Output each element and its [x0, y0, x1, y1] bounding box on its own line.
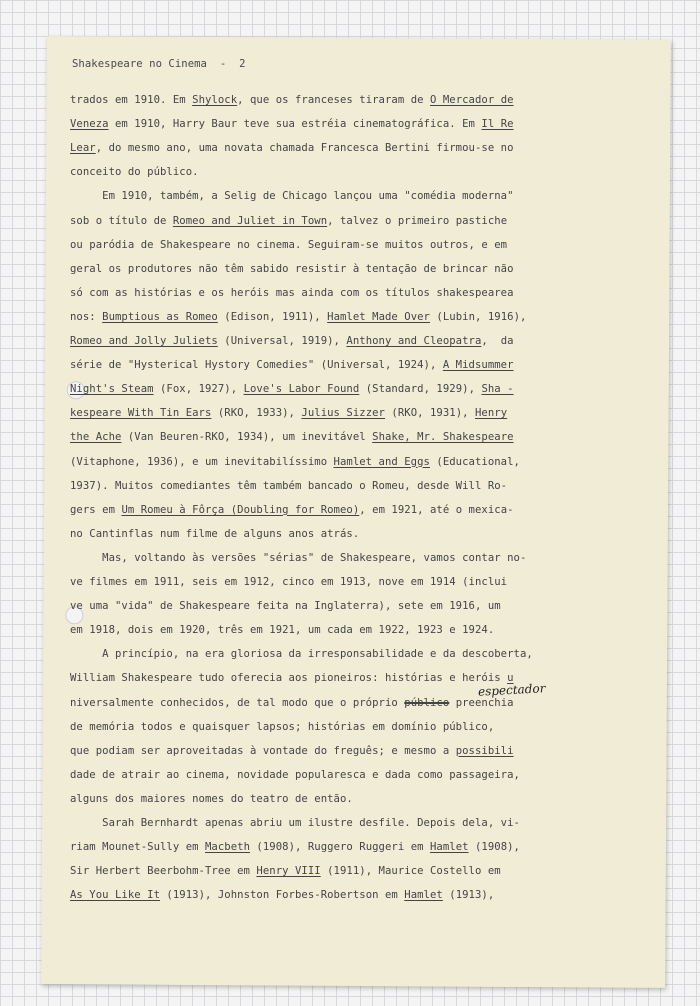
underlined-title: Romeo and Jolly Juliets [70, 335, 218, 347]
text-run: (1913), Johnston Forbes-Robertson em [160, 889, 405, 902]
text-run: (Van Beuren-RKO, 1934), um inevitável [121, 431, 373, 444]
underlined-title: Hamlet [429, 841, 469, 854]
text-line [70, 94, 514, 106]
text-line [70, 745, 514, 757]
text-run: sob o título de [70, 214, 173, 227]
text-run: dade de atrair ao cinema, novidade popularesca e dada como passageira, [70, 768, 520, 781]
underlined-title: Il Re [481, 118, 514, 131]
underlined-title: Lear [70, 142, 96, 155]
underlined-title: kespeare With Tin Ears [70, 407, 212, 420]
text-run: (Lubin, 1916), [430, 310, 527, 323]
underlined-title: Shylock [192, 94, 238, 106]
text-run: 1937). Muitos comediantes têm também bancado o Romeu, desde Will Ro- [70, 479, 508, 492]
text-run: Mas, voltando às versões "sérias" de Shakespeare, vamos contar no- [70, 551, 527, 564]
text-line [70, 335, 514, 347]
text-line [70, 480, 507, 492]
text-run: trados em 1910. Em [70, 94, 193, 106]
text-line [70, 504, 514, 516]
text-run: (Standard, 1929), [359, 383, 482, 396]
underlined-title: Anthony and Cleopatra [346, 335, 482, 347]
text-line [70, 142, 514, 154]
text-run: alguns dos maiores nomes do teatro de então. [70, 792, 353, 805]
text-run: (Universal, 1919), [217, 335, 347, 347]
text-run: riam Mounet-Sully em [70, 841, 205, 854]
text-run: só com as histórias e os heróis mas ainda com os títulos shakespearea [70, 286, 514, 299]
text-run: (1911), Maurice Costello em [320, 865, 501, 878]
text-run: no Cantinflas num filme de alguns anos atrás. [70, 527, 360, 540]
text-line [70, 287, 514, 299]
underlined-title: Night's Steam [70, 383, 154, 396]
text-run: niversalmente conhecidos, de tal modo que o próprio [70, 696, 405, 709]
text-run: (1908), [468, 841, 520, 854]
underlined-title: Sha - [481, 383, 514, 396]
text-line [70, 793, 353, 805]
text-line [70, 456, 520, 468]
text-line [70, 215, 507, 227]
text-run: que podiam ser aproveitadas à vontade do freguês; e mesmo a possibili [70, 744, 514, 757]
text-run: gers em [70, 503, 122, 516]
text-line [70, 263, 514, 275]
underlined-title: Henry [475, 407, 508, 420]
text-run: Sir Herbert Beerbohm-Tree em [70, 865, 257, 878]
text-run: , da [481, 335, 514, 347]
underlined-title: Henry VIII [256, 865, 321, 878]
text-run: conceito do público. [70, 166, 199, 179]
text-run: nos: [70, 310, 103, 323]
text-run: (RKO, 1931), [385, 407, 475, 420]
underlined-title: Romeo and Juliet in Town [172, 214, 328, 227]
text-run: (Fox, 1927), [153, 383, 244, 396]
text-line [70, 359, 514, 371]
text-run: geral os produtores não têm sabido resistir à tentação de brincar não [70, 262, 514, 275]
text-run: , que os franceses tiraram de [237, 94, 430, 106]
text-run: em 1910, Harry Baur teve sua estréia cinematográfica. Em [108, 118, 482, 131]
text-line [70, 817, 520, 829]
text-run: (Edison, 1911), [217, 310, 328, 323]
text-line [70, 672, 514, 684]
text-line [70, 528, 359, 540]
text-line [70, 576, 507, 588]
text-run: (1908), Ruggero Ruggeri em [250, 841, 430, 854]
text-line [70, 889, 494, 901]
underlined-title: Hamlet [404, 889, 443, 902]
text-line [70, 407, 507, 419]
text-line [70, 697, 514, 709]
underlined-title: Bumptious as Romeo [102, 310, 218, 323]
text-line [70, 841, 520, 853]
text-run: William Shakespeare tudo oferecia aos pioneiros: histórias e heróis [70, 672, 508, 685]
text-run: Em 1910, também, a Selig de Chicago lançou uma "comédia moderna" [70, 190, 514, 203]
text-line [70, 166, 199, 178]
underlined-title: Um Romeu à Fôrça (Doubling for Romeo) [121, 503, 360, 516]
text-line [70, 721, 494, 733]
text-line [70, 552, 526, 564]
underlined-title: O Mercador de [429, 94, 514, 106]
text-line [70, 769, 520, 781]
text-run: , talvez o primeiro pastiche [327, 214, 508, 227]
text-run: ou paródia de Shakespeare no cinema. Seguiram-se muitos outros, e em [70, 238, 508, 251]
text-line [70, 865, 501, 877]
text-run: em 1918, dois em 1920, três em 1921, um cada em 1922, 1923 e 1924. [70, 624, 495, 637]
underlined-title: Hamlet and Eggs [333, 455, 430, 468]
text-line [70, 431, 514, 443]
text-line [70, 624, 494, 636]
text-run: (1913), [442, 889, 495, 902]
underlined-title: the Ache [70, 431, 122, 444]
text-run: (Educational, [429, 455, 520, 468]
text-run: (RKO, 1933), [211, 407, 302, 420]
text-line [70, 239, 507, 251]
underlined-title: Veneza [70, 118, 109, 131]
text-run: ve filmes em 1911, seis em 1912, cinco em 1913, nove em 1914 (inclui [70, 576, 508, 588]
text-run: de memória todos e quaisquer lapsos; histórias em domínio público, [70, 720, 495, 733]
underlined-title: As You Like It [70, 889, 160, 902]
text-run: (Vitaphone, 1936), e um inevitabilíssimo [70, 455, 334, 468]
underlined-title: Hamlet Made Over [327, 310, 430, 323]
text-run: , do mesmo ano, uma novata chamada Francesca Bertini firmou-se no [95, 142, 514, 155]
text-line [70, 118, 514, 130]
text-line [70, 311, 526, 323]
text-run: preenchia [449, 696, 514, 709]
text-line [70, 600, 501, 612]
underlined-title: Macbeth [205, 841, 250, 854]
underlined-title: A Midsummer [442, 359, 514, 372]
text-line [70, 383, 514, 395]
handwritten-correction: espectador [477, 681, 546, 699]
text-run: A princípio, na era gloriosa da irresponsabilidade e da descoberta, [70, 648, 533, 661]
text-run: série de "Hysterical Hystory Comedies" (Universal, 1924), [70, 359, 443, 372]
page-header: Shakespeare no Cinema - 2 [72, 58, 246, 70]
text-run: , em 1921, até o mexica- [359, 503, 514, 516]
underlined-title: Shake, Mr. Shakespeare [372, 431, 514, 444]
text-line [70, 190, 514, 202]
text-run: Sarah Bernhardt apenas abriu um ilustre desfile. Depois dela, vi- [70, 817, 520, 829]
text-run: ve uma "vida" de Shakespeare feita na Inglaterra), sete em 1916, um [70, 600, 501, 613]
underlined-title: u [507, 672, 514, 685]
struck-word: público [404, 696, 450, 709]
text-line [70, 648, 533, 660]
underlined-title: Love's Labor Found [243, 383, 360, 396]
underlined-title: Julius Sizzer [301, 407, 385, 420]
